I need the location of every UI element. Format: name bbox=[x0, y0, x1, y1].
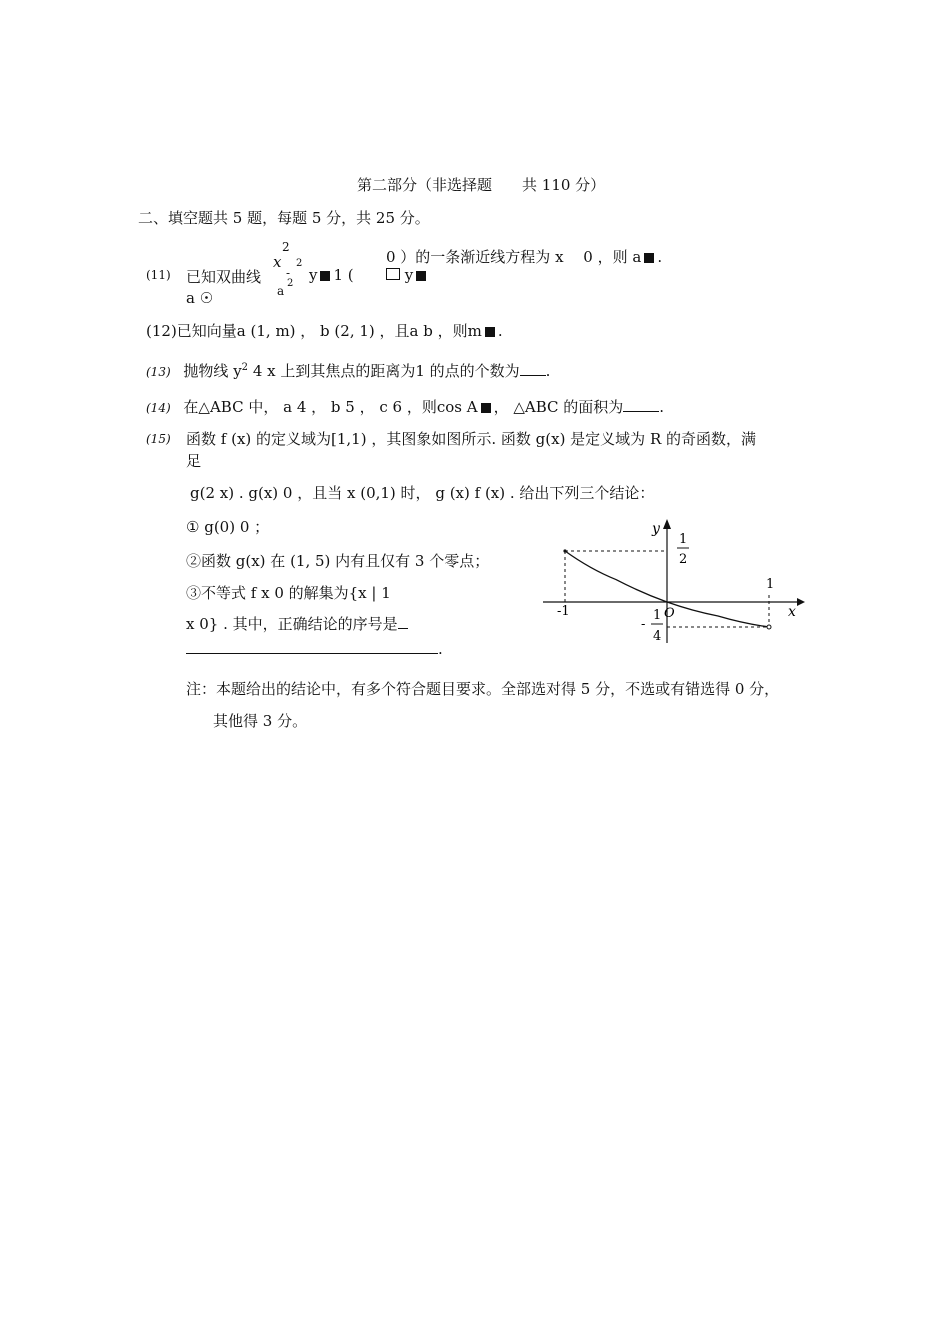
q11-end: . bbox=[657, 248, 663, 266]
blank-answer-icon bbox=[485, 327, 495, 337]
q11-frac-bot: a bbox=[277, 284, 285, 298]
q14-text-b: ， △ABC 的面积为 bbox=[493, 398, 624, 416]
q14-end: . bbox=[659, 398, 665, 416]
label-1: 1 bbox=[766, 577, 775, 592]
q15-line3: g(2 x) . g(x) 0 ，且当 x (0,1) 时， g (x) f (x) . 给出下列三个结论： bbox=[190, 484, 655, 502]
q11-text-a: 已知双曲线 bbox=[186, 268, 262, 286]
label-half-den: 2 bbox=[679, 552, 688, 567]
q15-answer-line bbox=[186, 640, 443, 658]
q13-answer-blank bbox=[520, 375, 546, 376]
q14-answer-blank bbox=[623, 411, 659, 412]
question-14 bbox=[146, 396, 664, 417]
equals-symbol-icon bbox=[644, 253, 654, 263]
q13-sup: 2 bbox=[241, 362, 249, 373]
question-12 bbox=[146, 320, 503, 341]
q13-number: (13) bbox=[146, 365, 171, 379]
q11-minus: - bbox=[286, 266, 291, 280]
q15-item3b-text: x 0} . 其中，正确结论的序号是 bbox=[186, 615, 398, 633]
q15-item3c: . bbox=[438, 640, 443, 658]
q11-a: a bbox=[186, 289, 195, 307]
question-13 bbox=[146, 360, 550, 381]
q15-answer-blank-2 bbox=[186, 653, 438, 654]
q12-number: (12) bbox=[146, 322, 177, 340]
q11-a-label bbox=[186, 289, 213, 307]
q15-note2: 其他得 3 分。 bbox=[213, 712, 308, 730]
open-endpoint bbox=[767, 625, 771, 629]
q14-number: (14) bbox=[146, 401, 171, 415]
q11-condition bbox=[386, 246, 662, 267]
q11-y bbox=[309, 266, 354, 284]
q11-cond-text: 0 ）的一条渐近线方程为 x 0 ，则 a bbox=[386, 248, 642, 266]
section-heading: 二、填空题共 5 题，每题 5 分，共 25 分。 bbox=[138, 209, 430, 227]
q11-y-label: y bbox=[309, 266, 318, 284]
q12-end: . bbox=[497, 322, 503, 340]
q15-item1: ① g(0) 0 ； bbox=[186, 518, 270, 536]
q11-y2 bbox=[386, 266, 429, 284]
q14-text-a: 在△ABC 中， a 4 ， b 5 ， c 6 ，则cos A bbox=[183, 398, 478, 416]
label-quarter-den: 4 bbox=[653, 629, 662, 644]
q15-line1: 函数 f (x) 的定义域为[1,1) ，其图象如图所示. 函数 g(x) 是定义域为 R 的奇函数，满 bbox=[186, 430, 757, 448]
q11-number: (11) bbox=[146, 268, 171, 282]
q15-line2: 足 bbox=[186, 452, 202, 470]
y-axis-arrow-icon bbox=[663, 519, 671, 529]
label-x: x bbox=[788, 604, 796, 620]
q11-frac-top: 2 bbox=[282, 240, 290, 254]
q15-answer-blank bbox=[398, 628, 408, 629]
function-graph bbox=[535, 515, 815, 650]
x-axis-arrow-icon bbox=[797, 598, 805, 606]
q11-frac-bot-exp: 2 bbox=[287, 278, 294, 289]
label-half-num: 1 bbox=[679, 532, 688, 547]
q13-text-a: 抛物线 y bbox=[183, 362, 242, 380]
q15-note1: 注：本题给出的结论中，有多个符合题目要求。全部选对得 5 分，不选或有错选得 0 分， bbox=[186, 680, 780, 698]
q15-number: (15) bbox=[146, 432, 171, 446]
blank-answer-icon bbox=[481, 403, 491, 413]
q11-exp2: 2 bbox=[296, 258, 303, 269]
bracket-symbol-icon bbox=[386, 268, 400, 280]
label-neg1: -1 bbox=[557, 604, 570, 619]
q13-text-b: 4 x 上到其焦点的距离为1 的点的个数为 bbox=[248, 362, 520, 380]
label-y: y bbox=[652, 521, 660, 537]
label-quarter-num: 1 bbox=[653, 608, 662, 623]
q15-item3a: ③不等式 f x 0 的解集为{x | 1 bbox=[186, 584, 391, 602]
page-title: 第二部分（非选择题 共 110 分） bbox=[357, 176, 606, 194]
label-quarter-minus: - bbox=[641, 617, 646, 632]
q13-end: . bbox=[545, 362, 551, 380]
equals-symbol-icon bbox=[416, 271, 426, 281]
q15-item3b bbox=[186, 613, 408, 634]
q15-item2: ②函数 g(x) 在 (1, 5) 内有且仅有 3 个零点； bbox=[186, 552, 490, 570]
q11-y2-label: y bbox=[404, 266, 414, 284]
equals-symbol-icon bbox=[320, 271, 330, 281]
label-origin: O bbox=[664, 606, 675, 621]
pm-symbol-icon: ☉ bbox=[199, 289, 214, 307]
q12-text: 已知向量a (1, m) ， b (2, 1) ，且a b ，则m bbox=[176, 322, 482, 340]
q11-one: 1 ( bbox=[333, 266, 354, 284]
q11-frac-x: x bbox=[273, 253, 282, 271]
start-point bbox=[563, 549, 566, 552]
